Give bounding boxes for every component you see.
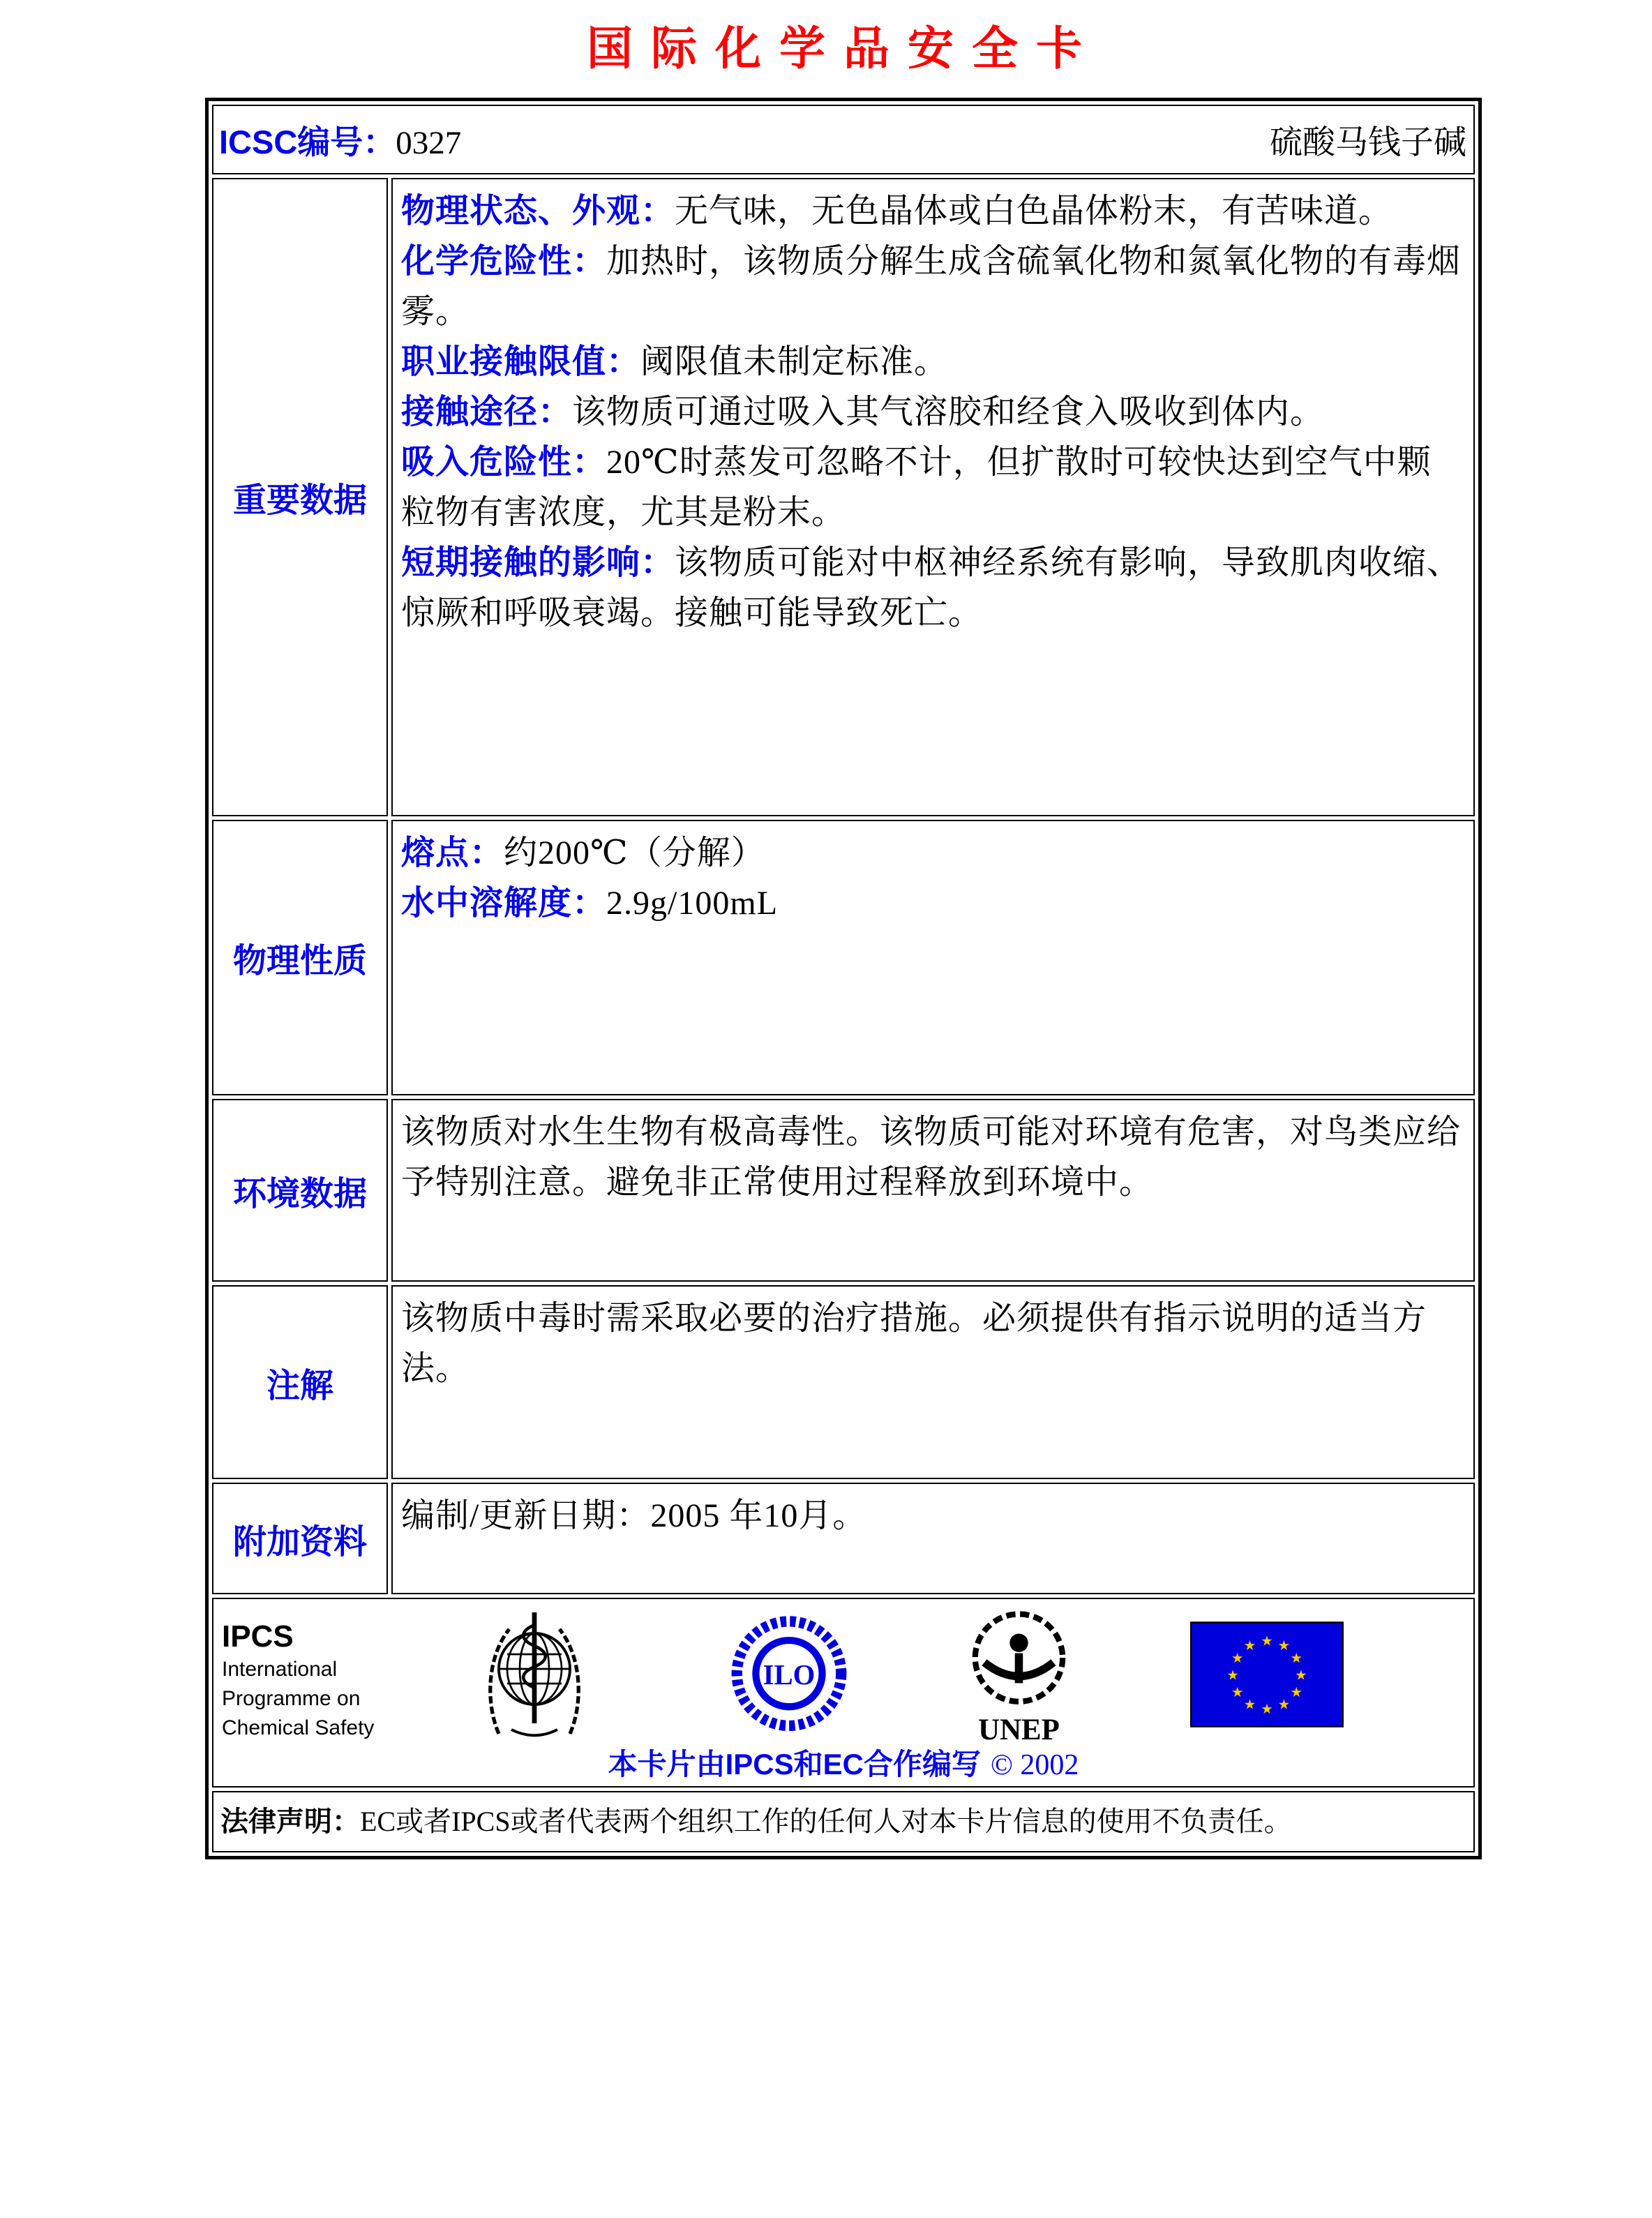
field-row [401, 437, 1464, 538]
section-content-environmental-data [391, 1099, 1475, 1282]
field-label: 接触途径： [401, 394, 573, 430]
caption-text: 本卡片由IPCS和EC合作编写 [608, 1748, 981, 1781]
field-row [401, 538, 1464, 638]
svg-text:★: ★ [1231, 1684, 1244, 1700]
field-row [401, 387, 1464, 437]
ilo-logo-icon [730, 1613, 848, 1735]
field-label: 水中溶解度： [401, 885, 607, 922]
legal-text: EC或者IPCS或者代表两个组织工作的任何人对本卡片信息的使用不负责任。 [360, 1806, 1292, 1837]
field-label: 熔点： [401, 834, 504, 871]
environmental-data-row [212, 1099, 1475, 1282]
icsc-number-label: ICSC编号： [219, 123, 396, 160]
field-value: 加热时，该物质分解生成含硫氧化物和氮氧化物的有毒烟雾。 [401, 243, 1462, 330]
who-logo-icon [482, 1606, 587, 1742]
field-label: 吸入危险性： [401, 444, 607, 481]
svg-text:★: ★ [1277, 1696, 1291, 1713]
page-title: 国际化学品安全卡 [587, 24, 1100, 75]
unep-logo-icon [961, 1605, 1076, 1748]
svg-text:★: ★ [1290, 1649, 1303, 1666]
svg-text:★: ★ [1243, 1638, 1256, 1654]
field-row [401, 828, 1464, 878]
field-value: 无气味，无色晶体或白色晶体粉末，有苦味道。 [675, 193, 1393, 230]
section-label-environmental-data: 环境数据 [212, 1099, 388, 1282]
card-header-cell [212, 105, 1475, 174]
field-row [401, 1294, 1464, 1394]
ipcs-line-1: International [222, 1658, 338, 1681]
field-label: 职业接触限值： [401, 343, 641, 380]
field-value: 该物质可通过吸入其气溶胶和经食入吸收到体内。 [572, 394, 1325, 430]
svg-text:★: ★ [1231, 1649, 1244, 1666]
field-value: 2.9g/100mL [606, 885, 779, 922]
field-value: 该物质可能对中枢神经系统有影响，导致肌肉收缩、惊厥和呼吸衰竭。接触可能导致死亡。 [401, 544, 1462, 631]
svg-text:★: ★ [1295, 1667, 1307, 1684]
important-data-row [212, 178, 1475, 816]
date-label: 编制/更新日期： [401, 1497, 651, 1534]
ipcs-title: IPCS [222, 1619, 294, 1654]
field-value: 阈限值未制定标准。 [640, 343, 949, 380]
physical-properties-row [212, 820, 1475, 1095]
field-value: 该物质中毒时需采取必要的治疗措施。必须提供有指示说明的适当方法。 [401, 1300, 1427, 1387]
section-content-notes [391, 1285, 1475, 1479]
section-label-important-data: 重要数据 [212, 178, 388, 816]
additional-info-row [212, 1483, 1475, 1594]
svg-text:★: ★ [1226, 1667, 1239, 1684]
field-row [401, 1491, 1464, 1541]
section-label-additional-info: 附加资料 [212, 1483, 388, 1594]
icsc-card-table [205, 98, 1482, 1859]
icsc-number-value: 0327 [396, 124, 462, 161]
legal-row [212, 1791, 1475, 1852]
section-content-additional-info [391, 1483, 1475, 1594]
copyright-text: © 2002 [990, 1749, 1079, 1781]
ilo-letters: ILO [763, 1658, 816, 1691]
unep-letters: UNEP [978, 1714, 1060, 1747]
field-value: 20℃时蒸发可忽略不计，但扩散时可较快达到空气中颗粒物有害浓度，尤其是粉末。 [401, 444, 1432, 531]
ipcs-line-2: Programme on [222, 1687, 361, 1710]
section-label-physical-properties: 物理性质 [212, 820, 388, 1095]
legal-cell [212, 1791, 1475, 1852]
logos-row [212, 1598, 1475, 1788]
field-row [401, 186, 1464, 237]
svg-text:★: ★ [1243, 1696, 1256, 1713]
ipcs-line-3: Chemical Safety [222, 1716, 375, 1739]
section-content-important-data [391, 178, 1475, 816]
date-value: 2005 年10月。 [650, 1497, 867, 1534]
field-label: 化学危险性： [401, 243, 607, 280]
header-row [212, 105, 1475, 174]
ipcs-text-block [222, 1619, 374, 1743]
svg-text:★: ★ [1277, 1638, 1291, 1654]
svg-text:★: ★ [1261, 1633, 1273, 1649]
logos-cell [212, 1598, 1475, 1788]
section-content-physical-properties [391, 820, 1475, 1095]
eu-flag-icon [1190, 1621, 1344, 1728]
field-label: 短期接触的影响： [401, 544, 675, 581]
field-row [401, 1107, 1464, 1208]
field-row [401, 237, 1464, 337]
section-label-notes: 注解 [212, 1285, 388, 1479]
svg-text:★: ★ [1290, 1684, 1303, 1700]
field-row [401, 337, 1464, 387]
field-value: 约200℃（分解） [504, 834, 765, 871]
notes-row [212, 1285, 1475, 1479]
field-row [401, 878, 1464, 929]
field-value: 该物质对水生生物有极高毒性。该物质可能对环境有危害，对鸟类应给予特别注意。避免非正常使用过程释放到环境中。 [401, 1114, 1462, 1201]
field-label: 物理状态、外观： [401, 193, 675, 230]
icsc-number-group [219, 117, 461, 163]
cooperation-caption [213, 1741, 1473, 1783]
legal-label: 法律声明： [220, 1806, 360, 1837]
header-content [219, 117, 1466, 163]
svg-text:★: ★ [1261, 1701, 1273, 1718]
chemical-name: 硫酸马钱子碱 [1270, 124, 1466, 161]
